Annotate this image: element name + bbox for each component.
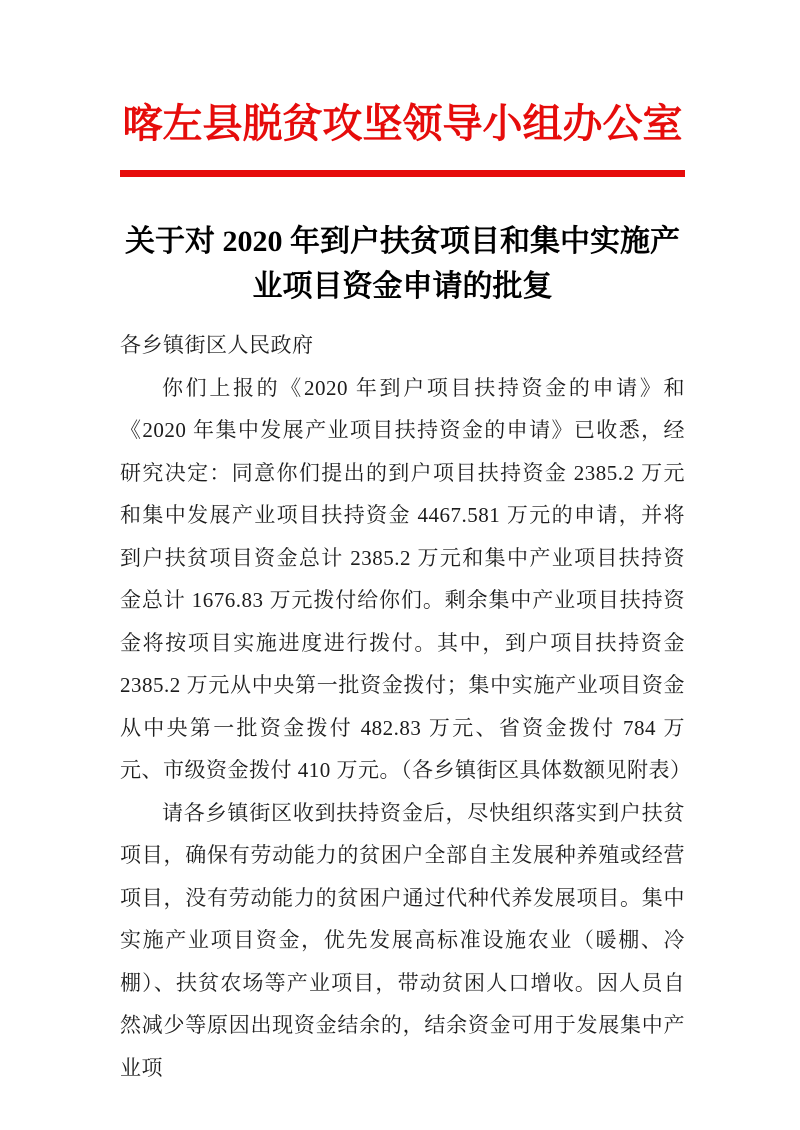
letterhead-office-name: 喀左县脱贫攻坚领导小组办公室 — [122, 101, 683, 146]
document-title: 关于对 2020 年到户扶贫项目和集中实施产业项目资金申请的批复 — [125, 225, 680, 303]
paragraph-funding-approval: 你们上报的《2020 年到户项目扶持资金的申请》和《2020 年集中发展产业项目扶持资金的申请》已收悉，经研究决定：同意你们提出的到户项目扶持资金 2385.2 万元和集中发展产业项目扶持资金 4467.581 万元的申请，并将到户扶贫项目资金总计 2385.2 万元和集中产业项目扶持资金总计 1676.83 万元拨付给你们。剩余集中产业项目扶持资金将按项目实施进度进行拨付。其中，到户项目扶持资金 2385.2 万元从中央第一批资金拨付；集中实施产业项目资金从中央第一批资金拨付 482.83 万元、省资金拨付 784 万元、市级资金拨付 410 万元。（各乡镇街区具体数额见附表） — [120, 375, 692, 782]
document-body — [120, 324, 692, 1089]
document-content-area — [120, 0, 692, 1089]
salutation-line: 各乡镇街区人民政府 — [120, 333, 314, 357]
paragraph-implementation-requirements: 请各乡镇街区收到扶持资金后，尽快组织落实到户扶贫项目，确保有劳动能力的贫困户全部自主发展种养殖或经营项目，没有劳动能力的贫困户通过代种代养发展项目。集中实施产业项目资金，优先发展高标准设施农业（暖棚、冷棚）、扶贫农场等产业项目，带动贫困人口增收。因人员自然减少等原因出现资金结余的，结余资金可用于发展集中产业项 — [120, 800, 685, 1080]
letterhead-divider-line — [120, 170, 685, 177]
